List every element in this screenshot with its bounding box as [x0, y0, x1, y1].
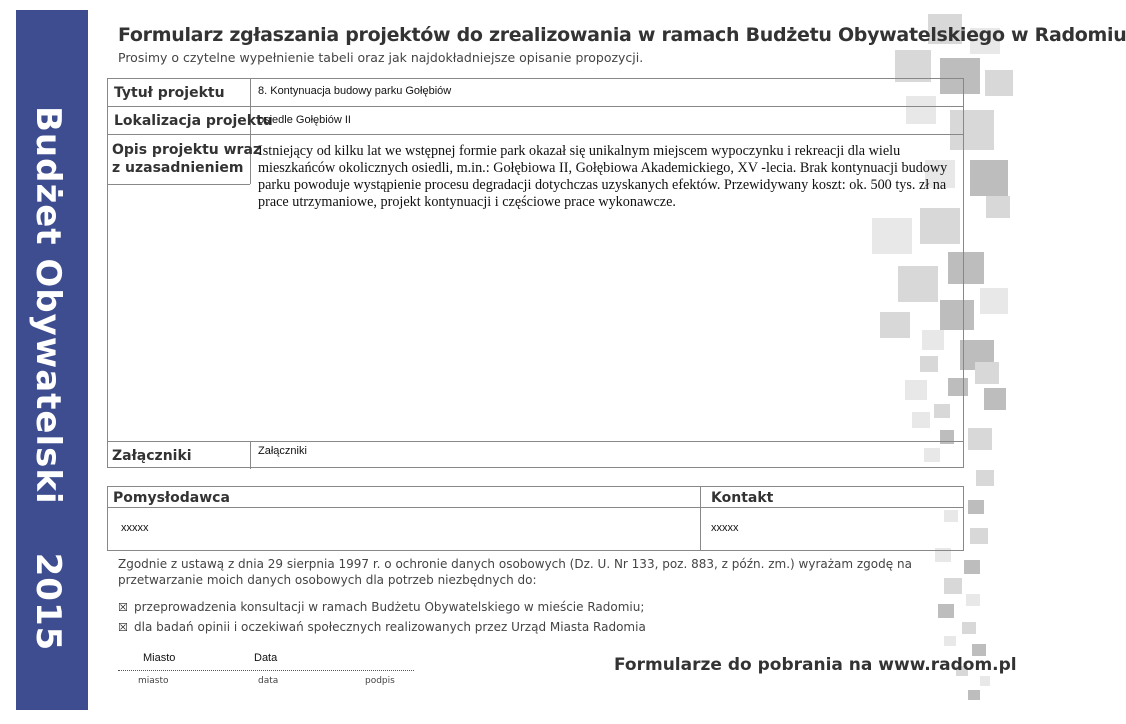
date-caption: data	[258, 676, 279, 686]
consent-item-label: przeprowadzenia konsultacji w ramach Budżetu Obywatelskiego w mieście Radomiu;	[134, 600, 645, 614]
author-field[interactable]: xxxxx	[121, 522, 149, 534]
contact-field[interactable]: xxxxx	[711, 522, 739, 534]
applicant-table	[107, 486, 964, 551]
signature-caption: podpis	[365, 676, 395, 686]
consent-item-label: dla badań opinii i oczekiwań społecznych realizowanych przez Urząd Miasta Radomia	[134, 620, 646, 634]
date-field[interactable]: Data	[254, 652, 278, 664]
attachments-field[interactable]: Załączniki	[258, 445, 307, 457]
title-field[interactable]: 8. Kontynuacja budowy parku Gołębiów	[258, 85, 452, 97]
city-field[interactable]: Miasto	[143, 652, 176, 664]
row-divider	[108, 507, 963, 508]
column-divider	[250, 441, 251, 469]
consent-item	[118, 620, 646, 634]
download-info: Formularze do pobrania na www.radom.pl	[614, 655, 1017, 675]
consent-checkbox-research[interactable]: ☒	[118, 621, 128, 634]
sidebar-year: 2015	[28, 552, 68, 652]
form-title: Formularz zgłaszania projektów do zrealizowania w ramach Budżetu Obywatelskiego w Radomiu	[118, 24, 1126, 46]
description-label	[112, 141, 261, 177]
signature-line	[118, 670, 414, 671]
row-divider	[108, 106, 963, 107]
location-label: Lokalizacja projektu	[114, 113, 273, 129]
description-label-line1: Opis projektu wraz	[112, 142, 262, 158]
city-caption: miasto	[138, 676, 169, 686]
label-cell-bottom	[108, 184, 250, 185]
row-divider	[108, 441, 963, 442]
form-subtitle: Prosimy o czytelne wypełnienie tabeli oraz jak najdokładniejsze opisanie propozycji.	[118, 50, 644, 65]
description-field[interactable]: Istniejący od kilku lat we wstępnej formie park okazał się unikalnym miejscem wypoczynku i rekreacji dla wielu mieszkańców okolicznych osiedli, m.in.: Gołębiowa II, Gołębiowa Akademickiego, XV -lecia. Brak kontynuacji budowy parku powoduje wystąpienie procesu degradacji dotychczas uzyskanych efektów. Przewidywany koszt: ok. 500 tys. zł na prace utrzymaniowe, projekt kontynuacji i częściowe prace wykonawcze.	[258, 143, 948, 210]
title-label: Tytuł projektu	[114, 85, 225, 101]
row-divider	[108, 134, 963, 135]
project-form-table	[107, 78, 964, 468]
consent-item	[118, 600, 644, 614]
sidebar-title-text: Budżet Obywatelski	[28, 106, 68, 505]
sidebar-title	[28, 106, 68, 651]
attachments-label: Załączniki	[112, 448, 192, 464]
author-label: Pomysłodawca	[113, 490, 230, 506]
location-field[interactable]: osiedle Gołębiów II	[258, 114, 351, 126]
description-label-line2: z uzasadnieniem	[112, 160, 244, 176]
consent-checkbox-consultations[interactable]: ☒	[118, 601, 128, 614]
sidebar-banner	[16, 10, 88, 710]
consent-text: Zgodnie z ustawą z dnia 29 sierpnia 1997 r. o ochronie danych osobowych (Dz. U. Nr 133, poz. 883, z późn. zm.) wyrażam zgodę na przetwarzanie moich danych osobowych dla potrzeb niezbędnych do:	[118, 557, 912, 587]
column-divider	[700, 487, 701, 550]
contact-label: Kontakt	[711, 490, 774, 506]
